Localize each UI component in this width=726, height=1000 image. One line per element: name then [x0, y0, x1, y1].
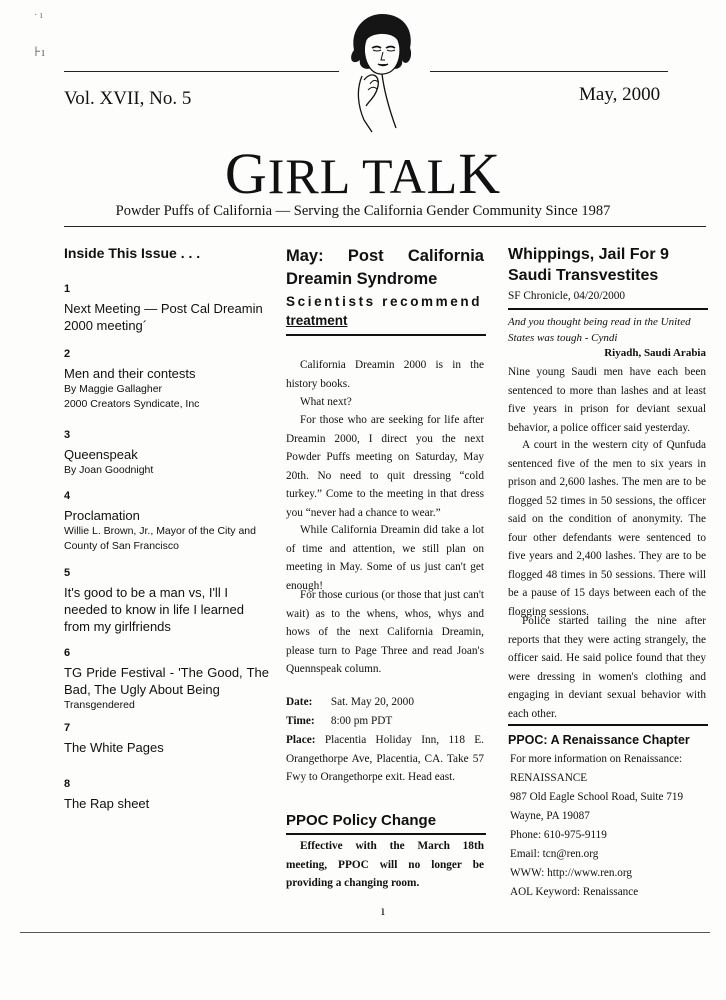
- toc-title: Men and their contests: [64, 366, 196, 381]
- may-article-subtitle-line2: treatment: [286, 313, 348, 328]
- may-article-title: May: Post California: [286, 247, 484, 265]
- masthead-bottom-rule: [64, 226, 706, 227]
- toc-number: 3: [64, 429, 71, 441]
- toc-credit: 2000 Creators Syndicate, Inc: [64, 398, 200, 410]
- whip-article-rule: [508, 308, 708, 310]
- toc-item: [64, 488, 269, 554]
- whip-article-source: SF Chronicle, 04/20/2000: [508, 290, 626, 302]
- renaissance-line: AOL Keyword: Renaissance: [510, 886, 639, 898]
- toc-number: 5: [64, 567, 71, 579]
- event-time-value: 8:00 pm PDT: [330, 715, 393, 727]
- whip-article-title: Whippings, Jail For 9 Saudi Transvestites: [508, 246, 669, 284]
- event-time-label: Time:: [286, 715, 315, 727]
- toc-byline: By Joan Goodnight: [64, 464, 154, 476]
- title-final-k: K: [458, 141, 502, 206]
- ppoc-policy-body: Effective with the March 18th meeting, PPOC will no longer be providing a changing room.: [286, 840, 484, 889]
- renaissance-line: 987 Old Eagle School Road, Suite 719: [510, 791, 684, 803]
- toc-title: Next Meeting — Post Cal Dreamin 2000 meeting´: [64, 301, 263, 333]
- toc-item: [64, 720, 269, 756]
- whip-paragraph: A court in the western city of Qunfuda sentenced five of the men to six years in prison and 2,600 lashes. The men are to be flogged 52 times in 50 sessions, the officer said on the condition of anonymity. The four other defendants were sentenced to five years and 2,400 lashes. They are to be flogged 48 times in 50 sessions. There will be a pause of 15 days between each of the flogging sessions.: [508, 439, 706, 618]
- title-middle: IRL TAL: [267, 148, 459, 204]
- whip-paragraph: Police started tailing the nine after reports that they were acting strangely, the officer said. He said police found that they were dressing in women's clothing and engaging in deviant sexual behavior with each other.: [508, 615, 706, 720]
- toc-number: 8: [64, 778, 71, 790]
- volume-number: Vol. XVII, No. 5: [64, 88, 192, 109]
- may-paragraph: What next?: [300, 396, 352, 408]
- renaissance-line: Phone: 610-975-9119: [510, 829, 607, 841]
- toc-byline: Willie L. Brown, Jr., Mayor of the City and County of San Francisco: [64, 525, 256, 552]
- toc-title: It's good to be a man vs, I'll I needed to know in life I learned from my girlfriends: [64, 585, 244, 634]
- toc-item: [64, 645, 269, 713]
- renaissance-line: RENAISSANCE: [510, 772, 588, 784]
- event-time: [286, 712, 484, 731]
- toc-byline: By Maggie Gallagher: [64, 383, 163, 395]
- whip-editor-note: And you thought being read in the United States was tough - Cyndi: [508, 316, 691, 344]
- ppoc-policy-rule: [286, 833, 486, 835]
- ppoc-policy-title: PPOC Policy Change: [286, 812, 437, 829]
- whip-dateline: Riyadh, Saudi Arabia: [604, 347, 706, 359]
- toc-title: Proclamation: [64, 508, 140, 523]
- renaissance-line: WWW: http://www.ren.org: [510, 867, 632, 879]
- toc-number: 1: [64, 283, 71, 295]
- masthead-rule-left: [64, 71, 339, 72]
- may-paragraph: For those curious (or those that just can't wait) as to the whens, whos, whys and hows of the next California Dreamin, please turn to Page Three and read Joan's Quennspeak column.: [286, 589, 484, 675]
- toc-number: 2: [64, 348, 71, 360]
- whip-paragraph: Nine young Saudi men have each been sentenced to more than lashes and at least five years in prison for deviant sexual behavior, a police officer said yesterday.: [508, 366, 706, 434]
- event-date: [286, 693, 484, 712]
- masthead-rule-right: [430, 71, 668, 72]
- may-paragraph: For those who are seeking for life after Dreamin 2000, I direct you the next Powder Puffs meeting on Saturday, May 20th. No need to quit dressing “cold turkey.” Come to the meeting in that dress you “never had a chance to wear.”: [286, 414, 484, 519]
- toc-title: Queenspeak: [64, 447, 138, 462]
- page-bottom-rule: [20, 932, 710, 933]
- may-article-title-line2: Dreamin Syndrome: [286, 270, 438, 288]
- event-date-label: Date:: [286, 696, 313, 708]
- toc-item: [64, 565, 269, 635]
- newsletter-subtitle: Powder Puffs of California — Serving the California Gender Community Since 1987: [115, 203, 611, 219]
- newsletter-title: [0, 140, 726, 207]
- toc-number: 4: [64, 490, 71, 502]
- toc-title: TG Pride Festival - 'The Good, The Bad, The Ugly About Being: [64, 665, 269, 697]
- event-place: [286, 731, 484, 787]
- toc-byline: Transgendered: [64, 699, 135, 711]
- event-place-label: Place:: [286, 734, 316, 746]
- toc-title: The White Pages: [64, 740, 164, 755]
- event-date-value: Sat. May 20, 2000: [330, 696, 414, 708]
- toc-item: [64, 346, 269, 412]
- toc-item: [64, 776, 269, 812]
- portrait-logo: [344, 10, 420, 134]
- may-paragraph: California Dreamin 2000 is in the history books.: [286, 359, 484, 390]
- renaissance-line: For more information on Renaissance:: [510, 753, 683, 765]
- may-article-rule: [286, 334, 486, 336]
- toc-number: 6: [64, 647, 71, 659]
- may-paragraph: While California Dreamin did take a lot of time and attention, we still plan on meeting in May. Some of us just can't get enough!: [286, 524, 484, 592]
- toc-item: [64, 281, 269, 334]
- scan-mark-middle: ⊦ı: [34, 44, 45, 59]
- toc-number: 7: [64, 722, 71, 734]
- issue-date: May, 2000: [579, 84, 661, 105]
- renaissance-rule: [508, 724, 708, 726]
- title-initial-g: G: [224, 141, 268, 206]
- may-article-subtitle: Scientists recommend: [286, 294, 483, 309]
- renaissance-line: Wayne, PA 19087: [510, 810, 590, 822]
- page-mark: ı: [381, 904, 385, 919]
- renaissance-title: PPOC: A Renaissance Chapter: [508, 733, 690, 747]
- renaissance-line: Email: tcn@ren.org: [510, 848, 599, 860]
- event-place-value: Placentia Holiday Inn, 118 E. Orangethorpe Ave, Placentia, CA. Take 57 Fwy to Orangethorpe exit. Head east.: [286, 734, 485, 783]
- scan-mark-top: · ı: [34, 10, 43, 21]
- inside-issue-heading: Inside This Issue . . .: [64, 245, 201, 261]
- toc-item: [64, 427, 269, 478]
- toc-title: The Rap sheet: [64, 796, 150, 811]
